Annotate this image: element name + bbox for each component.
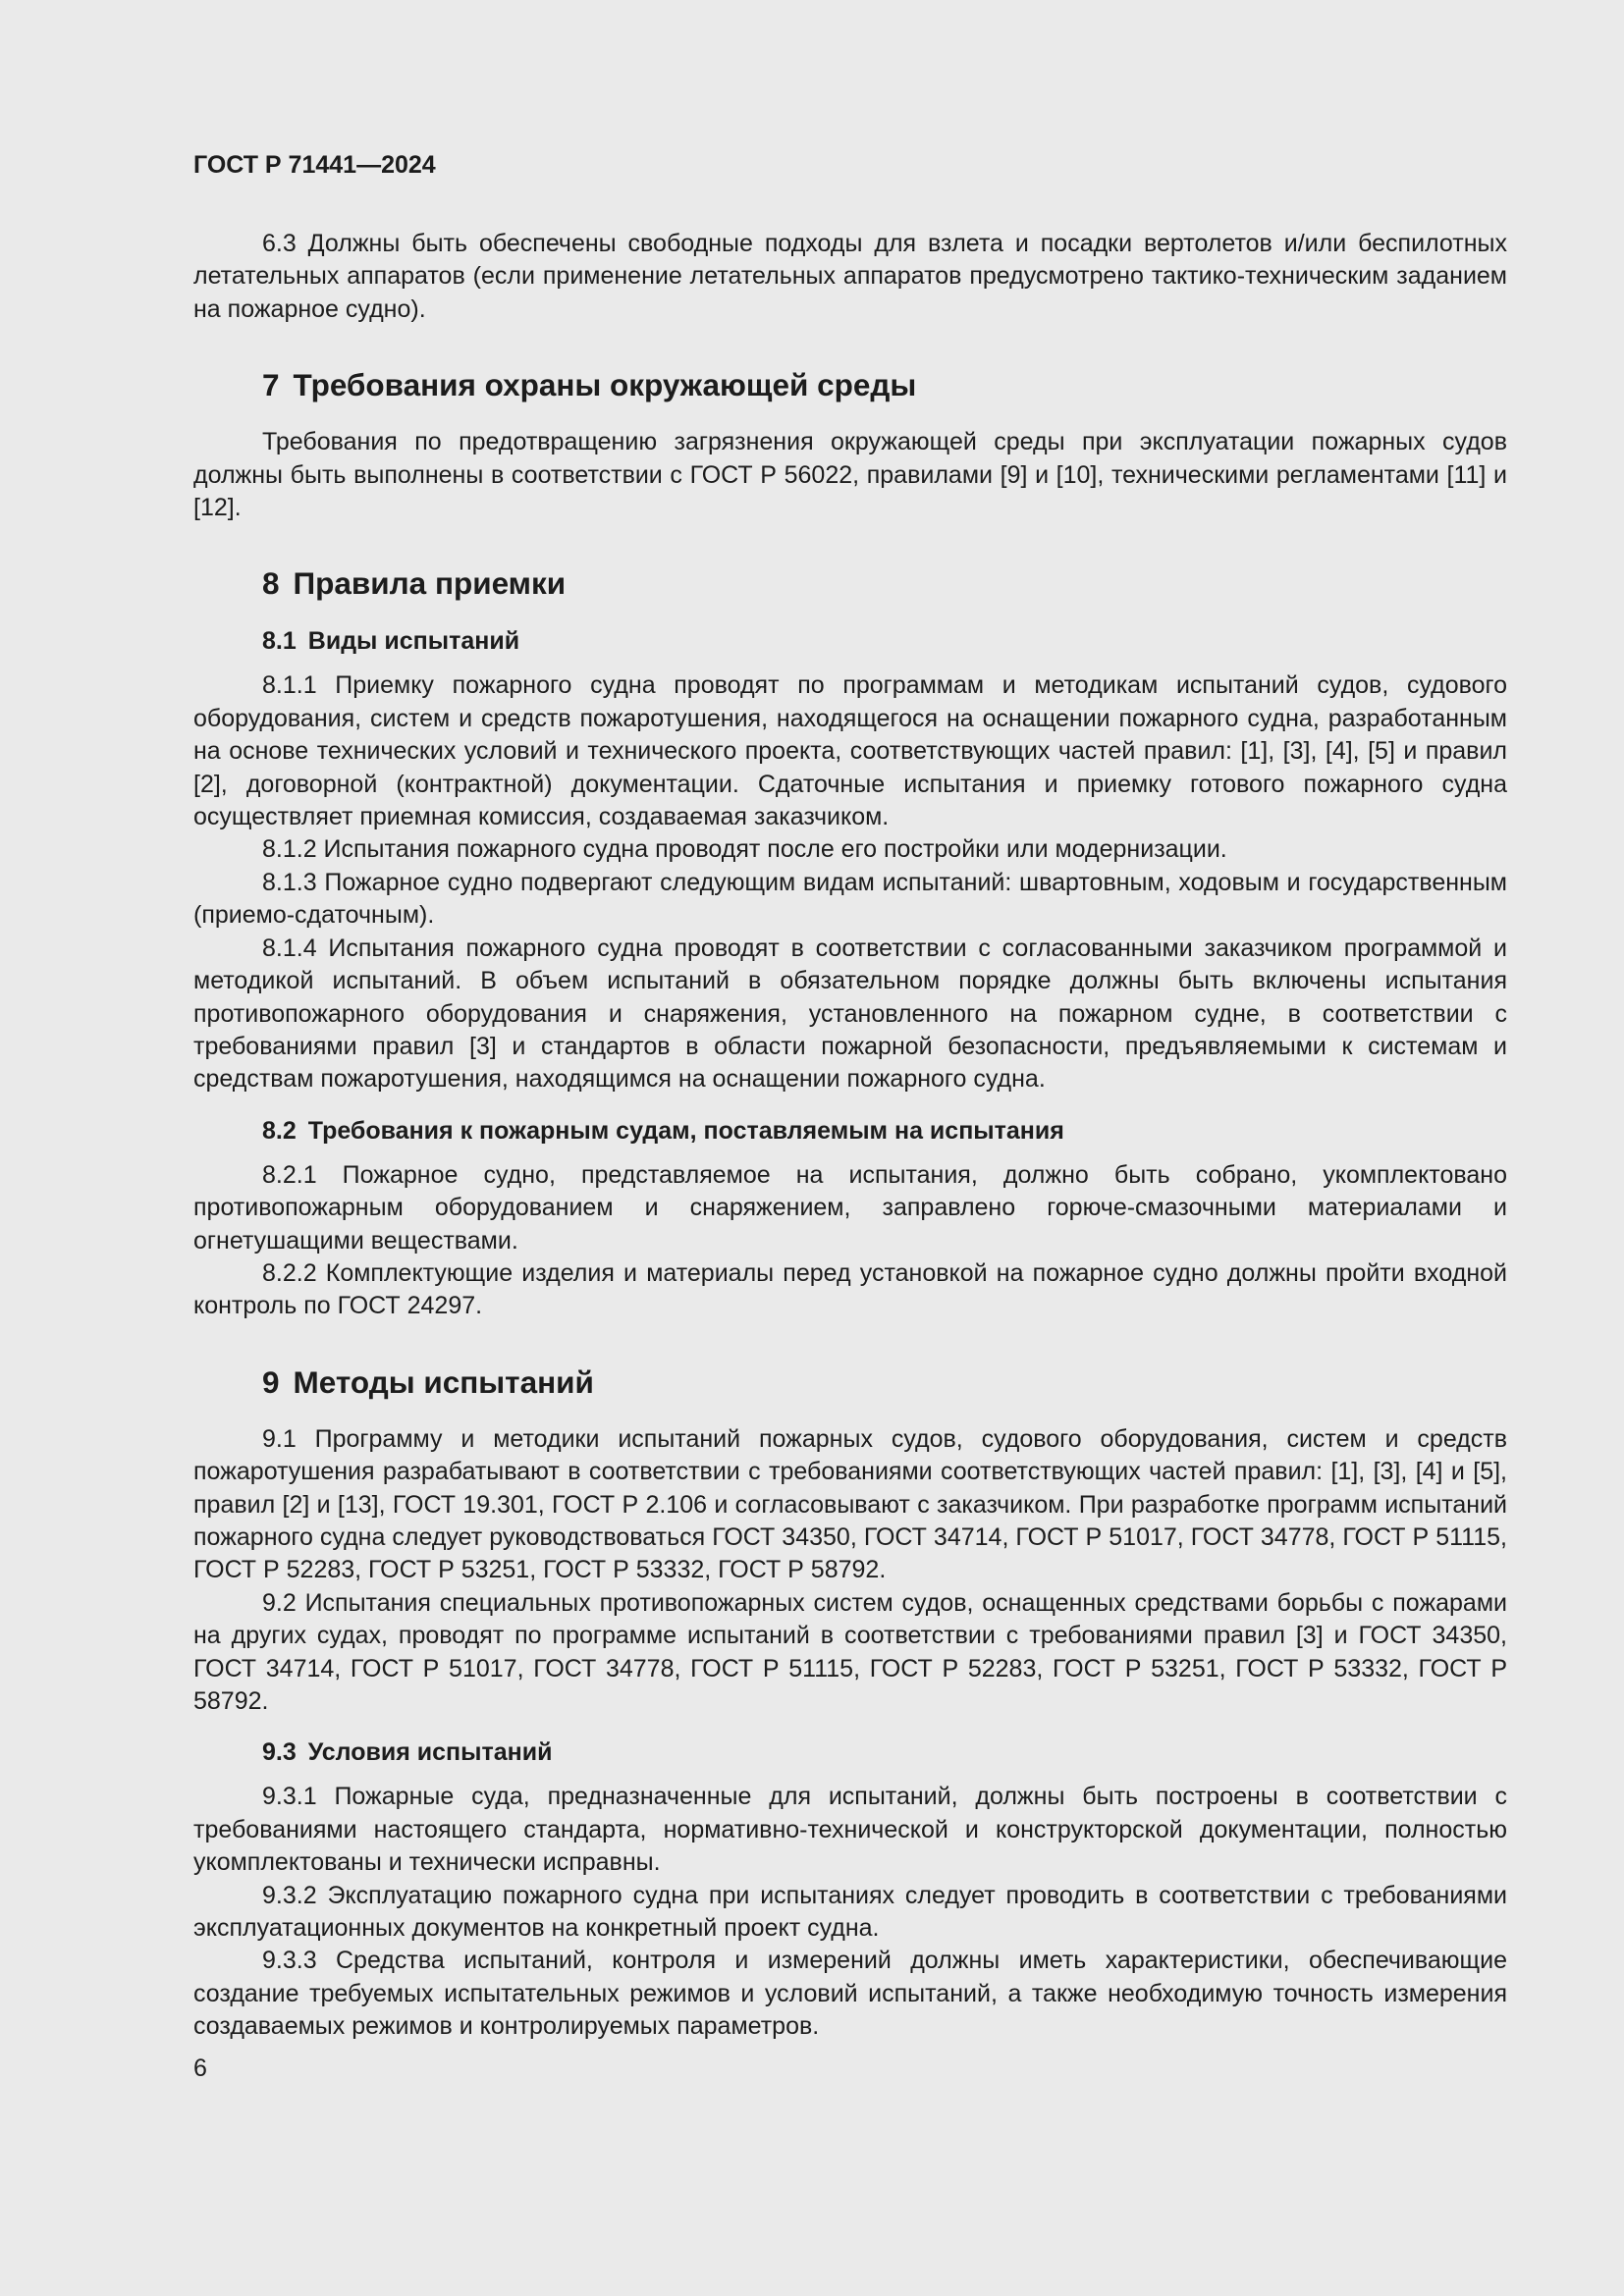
subsection-number: 9.3 — [262, 1738, 297, 1767]
page-content — [193, 143, 1507, 2085]
paragraph-8-1-2: 8.1.2 Испытания пожарного судна проводят после его постройки или модернизации. — [262, 835, 1227, 864]
paragraph-8-1-4: 8.1.4 Испытания пожарного судна проводят в соответствии с согласованными заказчиком программой и методикой испытаний. В объем испытаний в обязательном порядке должны быть включены испытания противопожарного оборудования и снаряжения, установленного на пожарном судне, в соответствии с требованиями правил [3] и стандартов в области пожарной безопасности, предъявляемыми к системам и средствам пожаротушения, находящимся на оснащении пожарного судна. — [193, 934, 1507, 1094]
section-number: 9 — [262, 1363, 280, 1400]
section-7-text: Требования по предотвращению загрязнения окружающей среды при эксплуатации пожарных судов должны быть выполнены в соответствии с ГОСТ Р 56022, правилами [9] и [10], техническими регламентами [11] и [12]. — [193, 428, 1507, 522]
section-8-heading — [193, 563, 1507, 603]
paragraph-9-2: 9.2 Испытания специальных противопожарных систем судов, оснащенных средствами борьбы с пожарами на других судах, проводят по программе испытаний в соответствии с требованиями правил [3] и ГОСТ 34350, ГОСТ 34714, ГОСТ Р 51017, ГОСТ 34778, ГОСТ Р 51115, ГОСТ Р 52283, ГОСТ Р 53251, ГОСТ Р 53332, ГОСТ Р 58792. — [193, 1588, 1507, 1715]
subsection-title: Виды испытаний — [307, 627, 520, 656]
section-number: 7 — [262, 367, 280, 403]
subsection-9-3-heading — [193, 1735, 1507, 1769]
subsection-8-1-heading — [193, 624, 1507, 658]
paragraph-8-1-3: 8.1.3 Пожарное судно подвергают следующим видам испытаний: швартовным, ходовым и государственным (приемо-сдаточным). — [193, 868, 1507, 930]
section-title: Правила приемки — [293, 565, 567, 602]
subsection-8-2-heading — [193, 1114, 1507, 1148]
section-number: 8 — [262, 565, 280, 602]
paragraph-9-3-3: 9.3.3 Средства испытаний, контроля и измерений должны иметь характеристики, обеспечивающие создание требуемых испытательных режимов и условий испытаний, а также необходимую точность измерения создаваемых режимов и контролируемых параметров. — [193, 1947, 1507, 2041]
page-number: 6 — [193, 2054, 207, 2082]
paragraph-8-2-2: 8.2.2 Комплектующие изделия и материалы перед установкой на пожарное судно должны пройти входной контроль по ГОСТ 24297. — [193, 1258, 1507, 1320]
section-9-heading — [193, 1362, 1507, 1402]
paragraph-6-3: 6.3 Должны быть обеспечены свободные подходы для взлета и посадки вертолетов и/или беспилотных летательных аппаратов (если применение летательных аппаратов предусмотрено тактико-техническим заданием на пожарное судно). — [193, 230, 1507, 323]
paragraph-8-2-1: 8.2.1 Пожарное судно, представляемое на испытания, должно быть собрано, укомплектовано противопожарным оборудованием и снаряжением, заправлено горюче-смазочными материалами и огнетушащими веществами. — [193, 1160, 1507, 1255]
subsection-title: Требования к пожарным судам, поставляемым на испытания — [307, 1116, 1064, 1145]
paragraph-9-3-1: 9.3.1 Пожарные суда, предназначенные для испытаний, должны быть построены в соответствии с требованиями настоящего стандарта, нормативно-технической и конструкторской документации, полностью укомплектованы и технически исправны. — [193, 1783, 1507, 1877]
section-7-heading — [193, 365, 1507, 404]
paragraph-9-1: 9.1 Программу и методики испытаний пожарных судов, судового оборудования, систем и средств пожаротушения разрабатывают в соответствии с требованиями соответствующих частей правил: [1], [3], [4] и [5], правил [2] и [13], ГОСТ 19.301, ГОСТ Р 2.106 и согласовывают с заказчиком. При разработке программ испытаний пожарного судна следует руководствоваться ГОСТ 34350, ГОСТ 34714, ГОСТ Р 51017, ГОСТ 34778, ГОСТ Р 51115, ГОСТ Р 52283, ГОСТ Р 53251, ГОСТ Р 53332, ГОСТ Р 58792. — [193, 1424, 1507, 1584]
paragraph-9-3-2: 9.3.2 Эксплуатацию пожарного судна при испытаниях следует проводить в соответствии с требованиями эксплуатационных документов на конкретный проект судна. — [193, 1881, 1507, 1943]
paragraph-8-1-1: 8.1.1 Приемку пожарного судна проводят по программам и методикам испытаний судов, судового оборудования, систем и средств пожаротушения, находящегося на оснащении пожарного судна, разработанным на основе технических условий и технического проекта, соответствующих частей правил: [1], [3], [4], [5] и правил [2], договорной (контрактной) документации. Сдаточные испытания и приемку готового пожарного судна осуществляет приемная комиссия, создаваемая заказчиком. — [193, 671, 1507, 831]
subsection-title: Условия испытаний — [307, 1738, 553, 1767]
subsection-number: 8.2 — [262, 1116, 297, 1145]
section-title: Методы испытаний — [293, 1363, 594, 1400]
document-header: ГОСТ Р 71441—2024 — [193, 151, 436, 179]
section-title: Требования охраны окружающей среды — [293, 367, 917, 403]
subsection-number: 8.1 — [262, 627, 297, 656]
